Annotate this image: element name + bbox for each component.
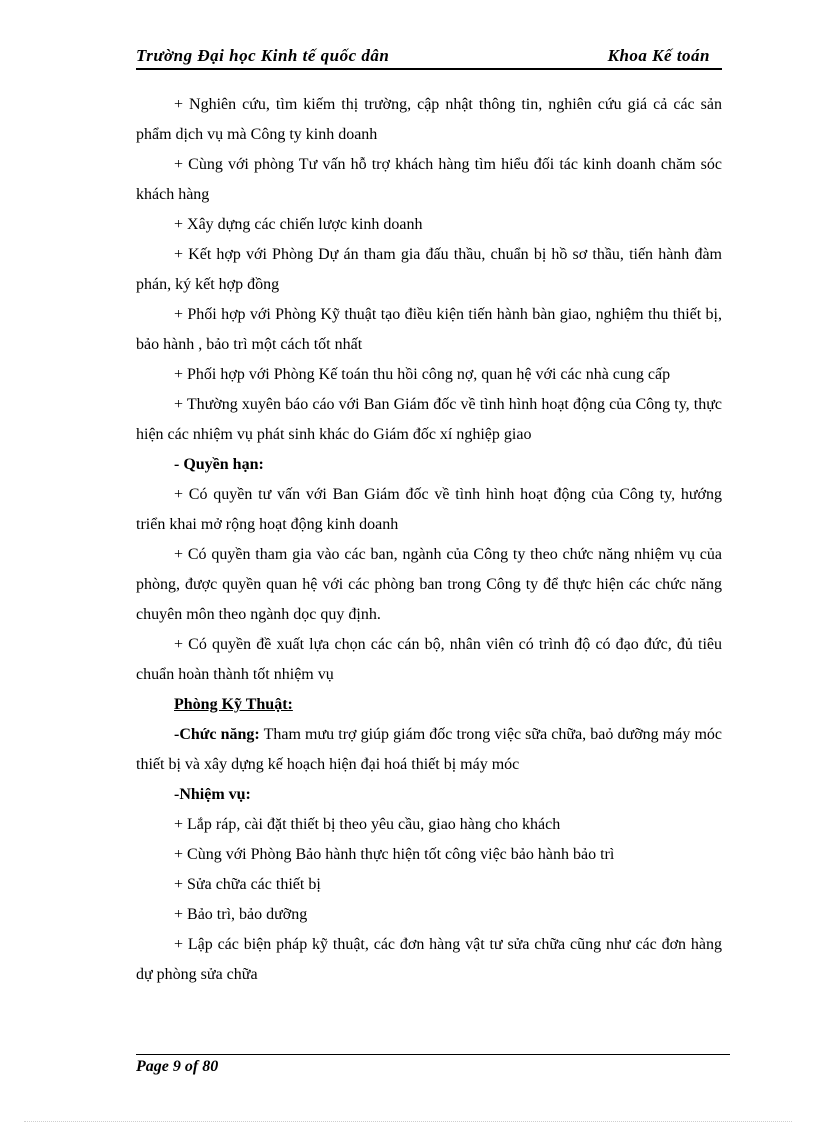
paragraph: + Xây dựng các chiến lược kinh doanh	[174, 216, 423, 233]
paragraph: + Nghiên cứu, tìm kiếm thị trường, cập nhật thông tin, nghiên cứu giá cả các sản phẩm dịch vụ mà Công ty kinh doanh	[136, 96, 722, 143]
page-boundary	[24, 1121, 792, 1122]
duty-heading: -Nhiệm vụ:	[174, 786, 251, 803]
paragraph: + Sửa chữa các thiết bị	[174, 876, 321, 893]
header-faculty: Khoa Kế toán	[607, 46, 710, 65]
footer-divider	[136, 1054, 730, 1055]
paragraph: + Cùng với phòng Tư vấn hỗ trợ khách hàng tìm hiểu đối tác kinh doanh chăm sóc khách hàng	[136, 156, 722, 203]
paragraph: + Thường xuyên báo cáo với Ban Giám đốc về tình hình hoạt động của Công ty, thực hiện các nhiệm vụ phát sinh khác do Giám đốc xí nghiệp giao	[136, 396, 722, 443]
section-title: Phòng Kỹ Thuật:	[174, 696, 293, 713]
rights-heading: - Quyền hạn:	[174, 456, 264, 473]
function-text: Tham mưu trợ giúp giám đốc trong việc sữa chữa, baỏ dưỡng máy móc thiết bị và xây dựng kế hoạch hiện đại hoá thiết bị máy móc	[136, 726, 723, 773]
document-body	[136, 90, 722, 990]
paragraph: + Kết hợp với Phòng Dự án tham gia đấu thầu, chuẩn bị hồ sơ thầu, tiến hành đàm phán, ký kết hợp đồng	[136, 246, 722, 293]
paragraph: + Lập các biện pháp kỹ thuật, các đơn hàng vật tư sửa chữa cũng như các đơn hàng dự phòng sửa chữa	[136, 936, 722, 983]
function-label: -Chức năng:	[174, 726, 260, 743]
page-number: Page 9 of 80	[136, 1058, 219, 1075]
section-title-wrap	[136, 690, 722, 720]
header-university: Trường Đại học Kinh tế quốc dân	[136, 46, 390, 65]
paragraph: + Có quyền đề xuất lựa chọn các cán bộ, nhân viên có trình độ có đạo đức, đủ tiêu chuẩn hoàn thành tốt nhiệm vụ	[136, 636, 722, 683]
paragraph: + Có quyền tư vấn với Ban Giám đốc về tình hình hoạt động của Công ty, hướng triển khai mở rộng hoạt động kinh doanh	[136, 486, 722, 533]
paragraph: + Cùng với Phòng Bảo hành thực hiện tốt công việc bảo hành bảo trì	[174, 846, 615, 863]
page-header	[136, 44, 722, 70]
function-paragraph	[136, 720, 722, 780]
paragraph: + Phối hợp với Phòng Kỹ thuật tạo điều kiện tiến hành bàn giao, nghiệm thu thiết bị, bảo hành , bảo trì một cách tốt nhất	[136, 306, 722, 353]
paragraph: + Lắp ráp, cài đặt thiết bị theo yêu cầu, giao hàng cho khách	[174, 816, 561, 833]
paragraph: + Có quyền tham gia vào các ban, ngành của Công ty theo chức năng nhiệm vụ của phòng, được quyền quan hệ với các phòng ban trong Công ty để thực hiện các chức năng chuyên môn theo ngành dọc quy định.	[136, 546, 722, 623]
paragraph: + Bảo trì, bảo dưỡng	[174, 906, 308, 923]
paragraph: + Phối hợp với Phòng Kế toán thu hồi công nợ, quan hệ với các nhà cung cấp	[174, 366, 671, 383]
